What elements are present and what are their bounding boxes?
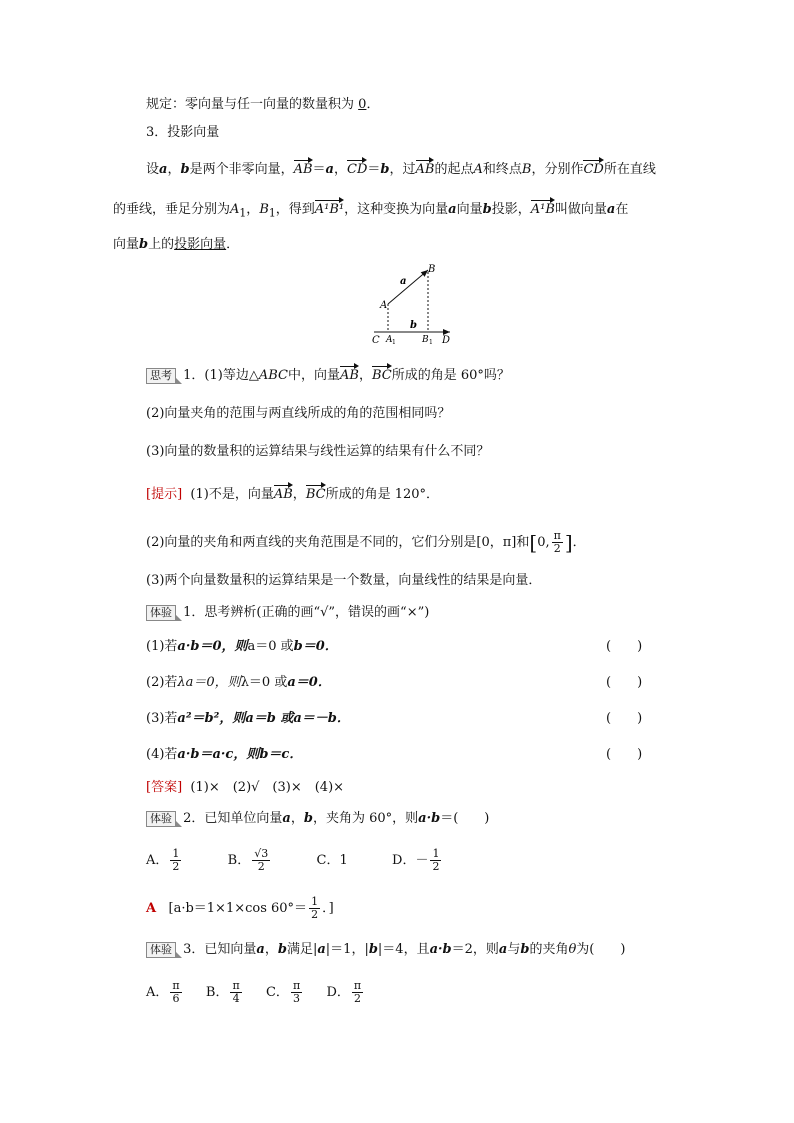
vector-A1B1: A¹B: [531, 199, 555, 219]
q-text: 中，向量: [287, 368, 340, 383]
item-math: λa＝0，则: [177, 675, 241, 690]
fig-label-B1: B: [422, 335, 429, 345]
var-b: b: [303, 811, 313, 826]
sep: ，: [246, 202, 260, 217]
projection-vector-term: 投影向量: [174, 237, 227, 252]
option-D-label: D．: [326, 985, 350, 1000]
projection-figure: [360, 260, 470, 348]
numerator: π: [353, 979, 362, 992]
para-text: 和终点: [482, 162, 522, 177]
q-text: ＝( ): [440, 811, 490, 826]
fig-label-a: a: [400, 276, 407, 287]
fig-sub-A1: 1: [392, 339, 396, 346]
vector-AB: AB: [416, 159, 435, 179]
sep: ，: [167, 162, 181, 177]
numerator: π: [292, 979, 301, 992]
rule-line: [146, 96, 379, 114]
option-B-label: B．: [227, 853, 251, 868]
var-a: a: [256, 942, 265, 957]
q-text: 满足|: [286, 942, 318, 957]
para-text: ，这种变换为向量: [344, 202, 449, 217]
para-text: 在: [615, 202, 629, 217]
q-text: 3．已知向量: [183, 942, 257, 957]
exp1-item-4: [146, 746, 302, 764]
a-dot-b: a·b: [418, 811, 441, 826]
q-text: ＝2，则: [451, 942, 499, 957]
var-a: a: [282, 811, 291, 826]
period: ．: [226, 237, 240, 252]
answer-blank-2: ( ): [606, 675, 643, 690]
exp1-title: [146, 604, 429, 622]
denominator: 2: [432, 860, 440, 873]
item-text: (2)若: [146, 675, 178, 690]
var-b: b: [482, 202, 492, 217]
denominator: 3: [293, 992, 301, 1005]
para-text: 叫做向量: [554, 202, 607, 217]
para-text: 是两个非零向量，: [189, 162, 294, 177]
fig-label-A: A: [380, 300, 388, 311]
point-B: B: [521, 162, 532, 177]
exp1-item-1: [146, 638, 338, 656]
exp-tag: 体验: [146, 605, 176, 621]
denominator: 2: [354, 992, 361, 1005]
numerator: 1: [172, 847, 180, 860]
option-C: C．1: [316, 853, 348, 868]
item-text: (3)若: [146, 711, 178, 726]
fig-label-C: C: [372, 335, 380, 346]
numerator: π: [553, 529, 561, 542]
option-A-frac: [170, 980, 181, 1005]
sep: ，: [290, 811, 304, 826]
think-tag: 思考: [146, 368, 176, 384]
section-heading: 3．投影向量: [146, 125, 220, 140]
sep: ，: [333, 162, 347, 177]
answer-text: [a·b＝1×1×cos 60°＝: [168, 901, 308, 916]
exp-title: 1．思考辨析(正确的画“√”，错误的画“×”): [183, 605, 430, 620]
hint-text: (2)向量的夹角和两直线的夹角范围是不同的，它们分别是[0，π]和: [146, 535, 530, 550]
numerator: π: [232, 979, 240, 992]
rule-zero: 0: [358, 97, 367, 112]
bracket-close: ]: [564, 530, 573, 555]
hint-tag: [提示]: [146, 487, 183, 502]
vector-AB: AB: [294, 159, 313, 179]
vector-AB: AB: [340, 365, 359, 385]
option-D-label: D．－: [392, 853, 429, 868]
para-line-3: [113, 236, 239, 254]
item-text: b＝c．: [259, 747, 303, 762]
eq: ＝: [312, 162, 326, 177]
var-a: a: [325, 162, 334, 177]
item-math: a·b＝a·c，则: [177, 747, 260, 762]
q-text: 与: [507, 942, 521, 957]
para-line-2: [113, 199, 628, 223]
q-text: |＝4，且: [377, 942, 430, 957]
think-q3: (3)向量的数量积的运算结果与线性运算的结果有什么不同？: [146, 444, 490, 459]
hint-text: ．: [572, 535, 586, 550]
hint-text: (1)不是，向量: [190, 487, 274, 502]
item-text: (4)若: [146, 747, 178, 762]
answer-letter: A: [146, 901, 157, 916]
hint-2: [146, 530, 586, 555]
para-text: 上的: [148, 237, 175, 252]
answer-blank-1: ( ): [606, 639, 643, 654]
para-text: 的垂线，垂足分别为: [113, 202, 231, 217]
answer-text: (1)× (2)√ (3)× (4)×: [190, 780, 345, 795]
exp3-question: [146, 941, 625, 959]
fig-label-b: b: [410, 320, 417, 331]
option-D-frac: [352, 980, 363, 1005]
answer-frac: [309, 896, 320, 921]
denominator: 2: [553, 542, 561, 555]
sep: ，: [292, 487, 306, 502]
numerator: √3: [254, 847, 269, 860]
item-text: a＝0 或: [247, 639, 294, 654]
para-text: ，分别作: [531, 162, 584, 177]
exp-tag: 体验: [146, 811, 176, 827]
denominator: 4: [232, 992, 240, 1005]
q-text: 的夹角: [529, 942, 569, 957]
para-text: 投影，: [491, 202, 531, 217]
q-text: |＝1，|: [325, 942, 369, 957]
option-B-frac: [252, 848, 270, 873]
item-math: a＝0．: [287, 675, 331, 690]
para-text: ，过: [389, 162, 416, 177]
option-A-label: A．: [146, 853, 169, 868]
var-b: b: [180, 162, 190, 177]
var-a: a: [159, 162, 168, 177]
eq: ＝: [367, 162, 381, 177]
item-math: b＝0．: [293, 639, 338, 654]
rule-end: ．: [366, 97, 380, 112]
q-text: ，夹角为 60°，则: [312, 811, 419, 826]
item-text: a＝b 或: [245, 711, 294, 726]
para-text: 向量: [456, 202, 483, 217]
numerator: π: [172, 979, 180, 992]
think-q1: [146, 365, 510, 385]
subscript: 1: [268, 206, 276, 220]
option-C-label: C．: [265, 985, 289, 1000]
vector-CD: CD: [583, 159, 603, 179]
exp1-answer: [146, 779, 344, 797]
option-B-label: B．: [205, 985, 229, 1000]
fraction-pi-2: [552, 530, 563, 555]
vector-BC: BC: [306, 484, 326, 504]
vector-BC: BC: [372, 365, 392, 385]
subscript: 1: [239, 206, 247, 220]
fig-label-B: B: [428, 264, 436, 275]
point-B1: B: [259, 202, 269, 217]
q-text: 1．(1)等边△: [183, 368, 259, 383]
para-text: 的起点: [434, 162, 474, 177]
denominator: 2: [257, 860, 265, 873]
var-b: b: [139, 237, 149, 252]
hint-text: 所成的角是 120°．: [325, 487, 440, 502]
sep: ，: [358, 368, 372, 383]
fig-label-A1: A: [386, 335, 393, 345]
interval-start: 0,: [537, 535, 550, 550]
vector-AB: AB: [274, 484, 293, 504]
exp2-question: [146, 810, 489, 828]
var-b: b: [277, 942, 287, 957]
sep: ，: [264, 942, 278, 957]
exp1-item-2: [146, 674, 331, 692]
hint-1: [146, 484, 439, 504]
numerator: 1: [432, 847, 440, 860]
exp1-item-3: [146, 710, 350, 728]
var-b: b: [520, 942, 530, 957]
q-text: 2．已知单位向量: [183, 811, 283, 826]
exp2-answer: [146, 894, 334, 924]
option-A-frac: [170, 848, 181, 873]
option-D-frac: [430, 848, 441, 873]
answer-text: ．]: [322, 901, 334, 916]
para-text: 设: [146, 162, 160, 177]
point-A1: A: [230, 202, 240, 217]
para-text: ，得到: [275, 202, 315, 217]
para-text: 所在直线: [603, 162, 656, 177]
para-line-1: [146, 159, 656, 179]
option-C-frac: [291, 980, 302, 1005]
denominator: 2: [311, 908, 319, 921]
option-A-label: A．: [146, 985, 169, 1000]
var-a: a: [317, 942, 326, 957]
point-A: A: [473, 162, 483, 177]
numerator: 1: [311, 895, 319, 908]
para-text: 向量: [113, 237, 140, 252]
item-math: a²＝b²，则: [177, 711, 246, 726]
q-text: 为( ): [576, 942, 626, 957]
vector-CD: CD: [347, 159, 367, 179]
item-text: (1)若: [146, 639, 178, 654]
triangle-ABC: ABC: [258, 368, 288, 383]
answer-tag: [答案]: [146, 780, 183, 795]
denominator: 6: [172, 992, 180, 1005]
hint-3: (3)两个向量数量积的运算结果是一个数量，向量线性的结果是向量．: [146, 573, 542, 588]
fig-label-D: D: [442, 335, 451, 346]
var-a: a: [606, 202, 616, 217]
think-q2: (2)向量夹角的范围与两直线所成的角的范围相同吗？: [146, 406, 451, 421]
bracket-open: [: [529, 530, 538, 555]
exp-tag: 体验: [146, 942, 176, 958]
var-a: a: [498, 942, 508, 957]
theta: θ: [568, 942, 577, 957]
exp2-options: [146, 846, 443, 876]
vector-a-arrow: [388, 270, 428, 304]
a-dot-b: a·b: [429, 942, 452, 957]
answer-blank-4: ( ): [606, 747, 643, 762]
item-math: a＝－b．: [293, 711, 350, 726]
item-text: λ＝0 或: [240, 675, 288, 690]
answer-blank-3: ( ): [606, 711, 643, 726]
var-a: a: [448, 202, 457, 217]
rule-text: 规定：零向量与任一向量的数量积为: [146, 97, 355, 112]
vector-A1B1: A¹B¹: [315, 199, 344, 219]
denominator: 2: [172, 860, 180, 873]
fig-sub-B1: 1: [429, 339, 433, 346]
item-math: a·b＝0，则: [177, 639, 248, 654]
var-b: b: [380, 162, 390, 177]
q-text: 所成的角是 60°吗？: [391, 368, 510, 383]
option-B-frac: [230, 980, 241, 1005]
exp3-options: [146, 978, 365, 1008]
var-b: b: [368, 942, 378, 957]
